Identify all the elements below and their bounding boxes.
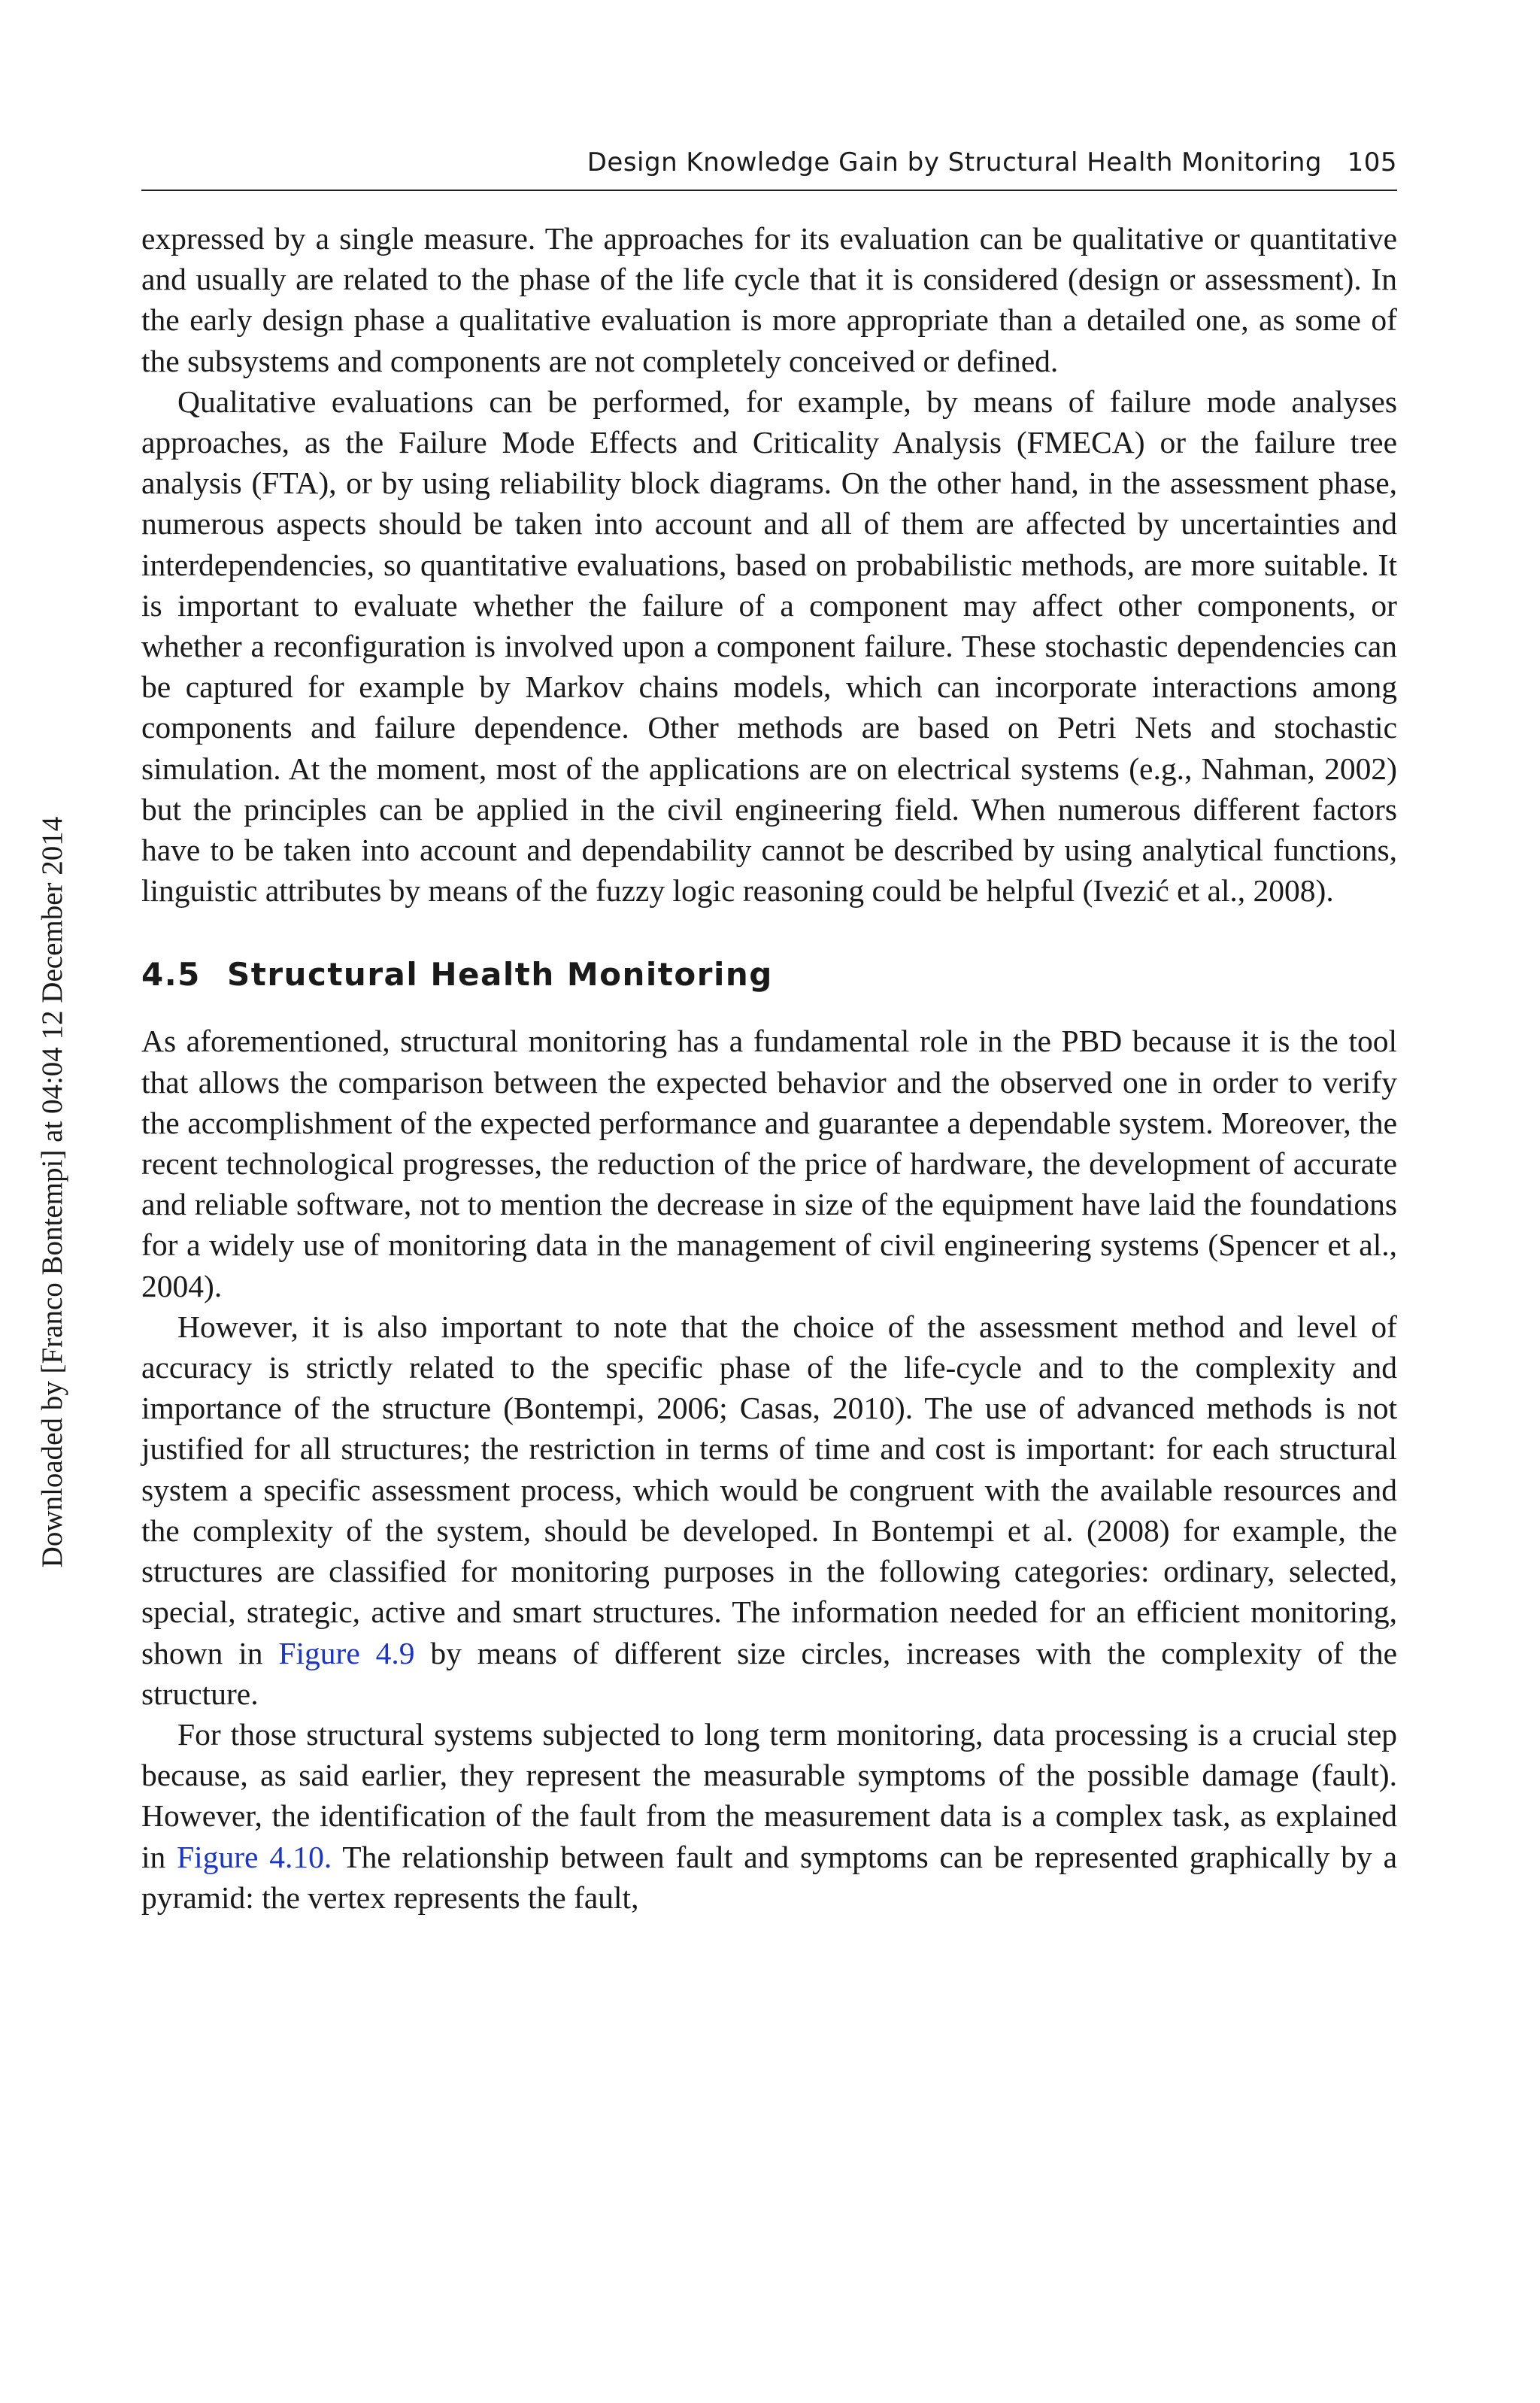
paragraph-5-text-a: For those structural systems subjected to long term monitoring, data processing is a crucial step because, as said earlier, they represent the measurable symptoms of the possible damage (fault). However, the identification of the fault from the measurement data is a complex task, as explained in	[141, 1716, 1397, 1874]
section-number: 4.5	[141, 956, 201, 994]
paragraph-4-text-a: However, it is also important to note that the choice of the assessment method and level of accuracy is strictly related to the specific phase of the life-cycle and to the complexity and importance of the structure (Bontempi, 2006; Casas, 2010). The use of advanced methods is not justified for all structures; the restriction in terms of time and cost is important: for each structural system a specific assessment process, which would be congruent with the available resources and the complexity of the system, should be developed. In Bontempi et al. (2008) for example, the structures are classified for monitoring purposes in the following categories: ordinary, selected, special, strategic, active and smart structures. The information needed for an efficient monitoring, shown in	[141, 1309, 1397, 1670]
paragraph-4-text-b: by means of different size circles, increases with the complexity of the structure.	[141, 1635, 1398, 1711]
paragraph-1: expressed by a single measure. The approaches for its evaluation can be qualitative or quantitative and usually are related to the phase of the life cycle that it is considered (design or assessment). In the early design phase a qualitative evaluation is more appropriate than a detailed one, as some of the subsystems and components are not completely conceived or defined.	[141, 221, 1397, 378]
section-title: Structural Health Monitoring	[227, 956, 773, 994]
body-text	[141, 218, 1397, 1918]
paragraph-5	[141, 1714, 1397, 1918]
download-watermark: Downloaded by [Franco Bontempi] at 04:04 12 December 2014	[36, 816, 68, 1568]
paragraph-2: Qualitative evaluations can be performed, for example, by means of failure mode analyses approaches, as the Failure Mode Effects and Criticality Analysis (FMECA) or the failure tree analysis (FTA), or by using reliability block diagrams. On the other hand, in the assessment phase, numerous aspects should be taken into account and all of them are affected by uncertainties and interdependencies, so quantitative evaluations, based on probabilistic methods, are more suitable. It is important to evaluate whether the failure of a component may affect other components, or whether a reconfiguration is involved upon a component failure. These stochastic dependencies can be captured for example by Markov chains models, which can incorporate interactions among components and failure dependence. Other methods are based on Petri Nets and stochastic simulation. At the moment, most of the applications are on electrical systems (e.g., Nahman, 2002) but the principles can be applied in the civil engineering field. When numerous different factors have to be taken into account and dependability cannot be described by using analytical functions, linguistic attributes by means of the fuzzy logic reasoning could be helpful (Ivezić et al., 2008).	[141, 384, 1397, 909]
paragraph-5-text-b: The relationship between fault and symptoms can be represented graphically by a pyramid: the vertex represents the fault,	[141, 1839, 1398, 1915]
running-head	[141, 144, 1397, 191]
figure-4-9-link[interactable]: Figure 4.9	[278, 1635, 415, 1670]
figure-4-10-link[interactable]: Figure 4.10.	[177, 1839, 332, 1874]
paragraph-3: As aforementioned, structural monitoring has a fundamental role in the PBD because it is the tool that allows the comparison between the expected behavior and the observed one in order to verify the accomplishment of the expected performance and guarantee a dependable system. Moreover, the recent technological progresses, the reduction of the price of hardware, the development of accurate and reliable software, not to mention the decrease in size of the equipment have laid the foundations for a widely use of monitoring data in the management of civil engineering systems (Spencer et al., 2004).	[141, 1024, 1397, 1303]
paragraph-4	[141, 1306, 1397, 1714]
page-number: 105	[1347, 147, 1397, 177]
running-head-title: Design Knowledge Gain by Structural Health Monitoring	[587, 147, 1322, 177]
section-heading	[141, 954, 1397, 995]
